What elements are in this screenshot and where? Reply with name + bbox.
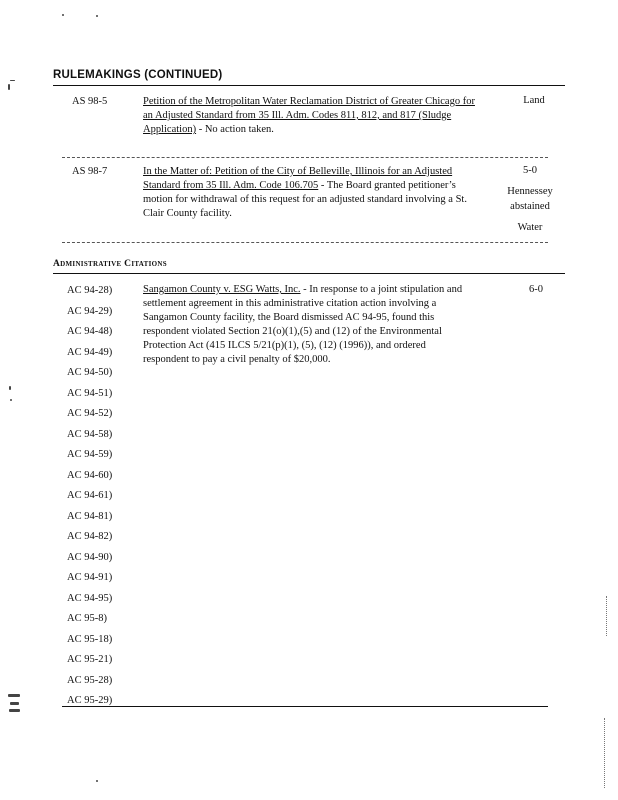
entry-number: AS 98-5: [72, 96, 108, 107]
docket-number: AC 94-91): [67, 572, 113, 583]
scan-speck: [9, 709, 20, 712]
docket-number: AC 95-18): [67, 633, 113, 645]
subsection-title: Administrative Citations: [53, 259, 167, 269]
case-title: In the Matter of: Petition of the City of Belleville, Illinois for an Adjusted Standard from 35 Ill. Adm. Code 106.705: [143, 166, 453, 191]
docket-number: AC 95-8): [67, 613, 107, 624]
docket-number: AC 94-58): [67, 428, 113, 440]
docket-number: AC 94-49): [67, 346, 113, 358]
subsection-rule: [53, 273, 565, 274]
docket-number: AC 95-21): [67, 654, 113, 665]
entry-divider: [62, 242, 548, 243]
docket-number: AC 94-82): [67, 531, 113, 542]
section-rule: [53, 85, 565, 86]
admin-description: [143, 283, 463, 367]
case-summary: - In response to a joint stipulation and settlement agreement in this administrative citation action involving a Sangamon County facility, the Board dismissed AC 94-95, found this respondent violated Section 21(o)(1),(5) and (12) of the Environmental Protection Act (415 ILCS 5/21(p)(1), (5), (12) (1996)), and ordered respondent to pay a civil penalty of $20,000.: [143, 284, 463, 365]
vote-line: Hennessey abstained: [507, 186, 553, 212]
vote-line: 5-0: [523, 165, 537, 176]
admin-vote: 6-0: [529, 284, 543, 295]
entry-description: [143, 95, 479, 137]
scan-speck: [8, 694, 20, 697]
docket-number: AC 94-61): [67, 490, 113, 501]
docket-number: AC 94-81): [67, 510, 113, 522]
entry-divider: [62, 157, 548, 158]
case-summary: - No action taken.: [196, 124, 274, 135]
bottom-rule: [62, 706, 548, 707]
docket-number: AC 94-51): [67, 387, 113, 399]
case-summary: - The Board granted petitioner’s motion for withdrawal of this request for an adjusted standard involving a St. Clair County facility.: [143, 180, 467, 219]
scan-speck: [10, 399, 12, 401]
docket-number: AC 94-52): [67, 408, 113, 419]
scan-speck: [96, 780, 98, 782]
docket-number: AC 94-59): [67, 449, 113, 460]
case-title: Petition of the Metropolitan Water Reclamation District of Greater Chicago for an Adjusted Standard from 35 Ill. Adm. Codes 811, 812, and 817 (Sludge Application): [143, 96, 475, 135]
docket-list: [67, 281, 137, 712]
docket-number: AC 94-29): [67, 305, 113, 317]
docket-number: AC 94-50): [67, 367, 113, 378]
entry-vote: [488, 161, 572, 238]
docket-number: AC 95-28): [67, 674, 113, 686]
scan-speck: [8, 84, 10, 90]
section-title: RULEMAKINGS (CONTINUED): [53, 69, 223, 81]
scan-speck: [9, 386, 11, 390]
entry-number: AS 98-7: [72, 166, 108, 177]
docket-number: AC 94-28): [67, 285, 113, 296]
scan-edge-line: [606, 596, 607, 636]
vote-line: Land: [523, 95, 545, 106]
docket-number: AC 94-48): [67, 326, 113, 337]
docket-number: AC 94-60): [67, 469, 113, 481]
docket-number: AC 95-29): [67, 695, 113, 706]
docket-number: AC 94-95): [67, 592, 113, 604]
case-title: Sangamon County v. ESG Watts, Inc.: [143, 284, 301, 295]
entry-description: [143, 165, 479, 221]
scan-speck: [62, 14, 64, 16]
scan-speck: [10, 80, 15, 81]
scan-speck: [96, 15, 98, 17]
docket-number: AC 94-90): [67, 551, 113, 563]
entry-vote: [504, 91, 564, 111]
vote-line: Water: [517, 222, 543, 233]
scan-speck: [10, 702, 19, 705]
scan-edge-line: [604, 718, 605, 788]
